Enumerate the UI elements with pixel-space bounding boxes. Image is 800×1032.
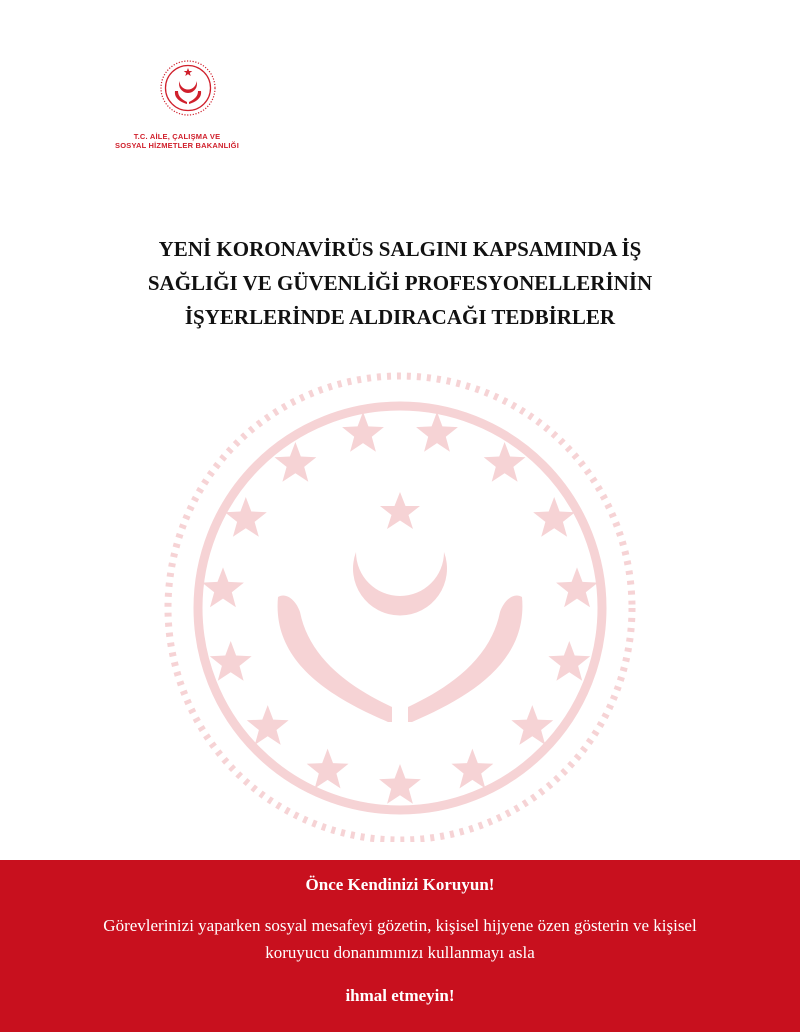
footer-body-line2: koruyucu donanımınızı kullanmayı asla (265, 943, 535, 962)
watermark-star-icon (342, 412, 384, 452)
watermark-star-icon (247, 705, 289, 745)
ministry-emblem-watermark-icon (160, 372, 640, 842)
footer-body-line1: Görevlerinizi yaparken sosyal mesafeyi gözetin, kişisel hijyene özen gösterin ve kişisel (103, 916, 697, 935)
title-line-2: SAĞLIĞI VE GÜVENLİĞİ PROFESYONELLERİNİN (147, 271, 653, 295)
logo-text-line1: T.C. AİLE, ÇALIŞMA VE (133, 132, 221, 141)
watermark-star-icon (548, 641, 590, 681)
watermark-star-icon (202, 567, 244, 607)
footer-banner (0, 860, 800, 1032)
document-title (0, 232, 800, 334)
footer-closing: ihmal etmeyin! (345, 986, 455, 1005)
title-line-1: YENİ KORONAVİRÜS SALGINI KAPSAMINDA İŞ (158, 237, 642, 261)
ministry-logo (100, 52, 270, 150)
watermark-star-icon (556, 567, 598, 607)
watermark-star-icon (210, 641, 252, 681)
watermark-star-icon (307, 749, 349, 789)
footer-body (20, 912, 780, 966)
footer-heading: Önce Kendinizi Koruyun! (305, 875, 495, 894)
title-line-3: İŞYERLERİNDE ALDIRACAĞI TEDBİRLER (184, 305, 616, 329)
ministry-emblem-icon (158, 52, 218, 132)
logo-text-line2: SOSYAL HİZMETLER BAKANLIĞI (115, 141, 239, 150)
watermark-star-icon (511, 705, 553, 745)
watermark-star-icon (379, 764, 421, 804)
watermark-star-icon (416, 412, 458, 452)
watermark-star-icon (452, 749, 494, 789)
